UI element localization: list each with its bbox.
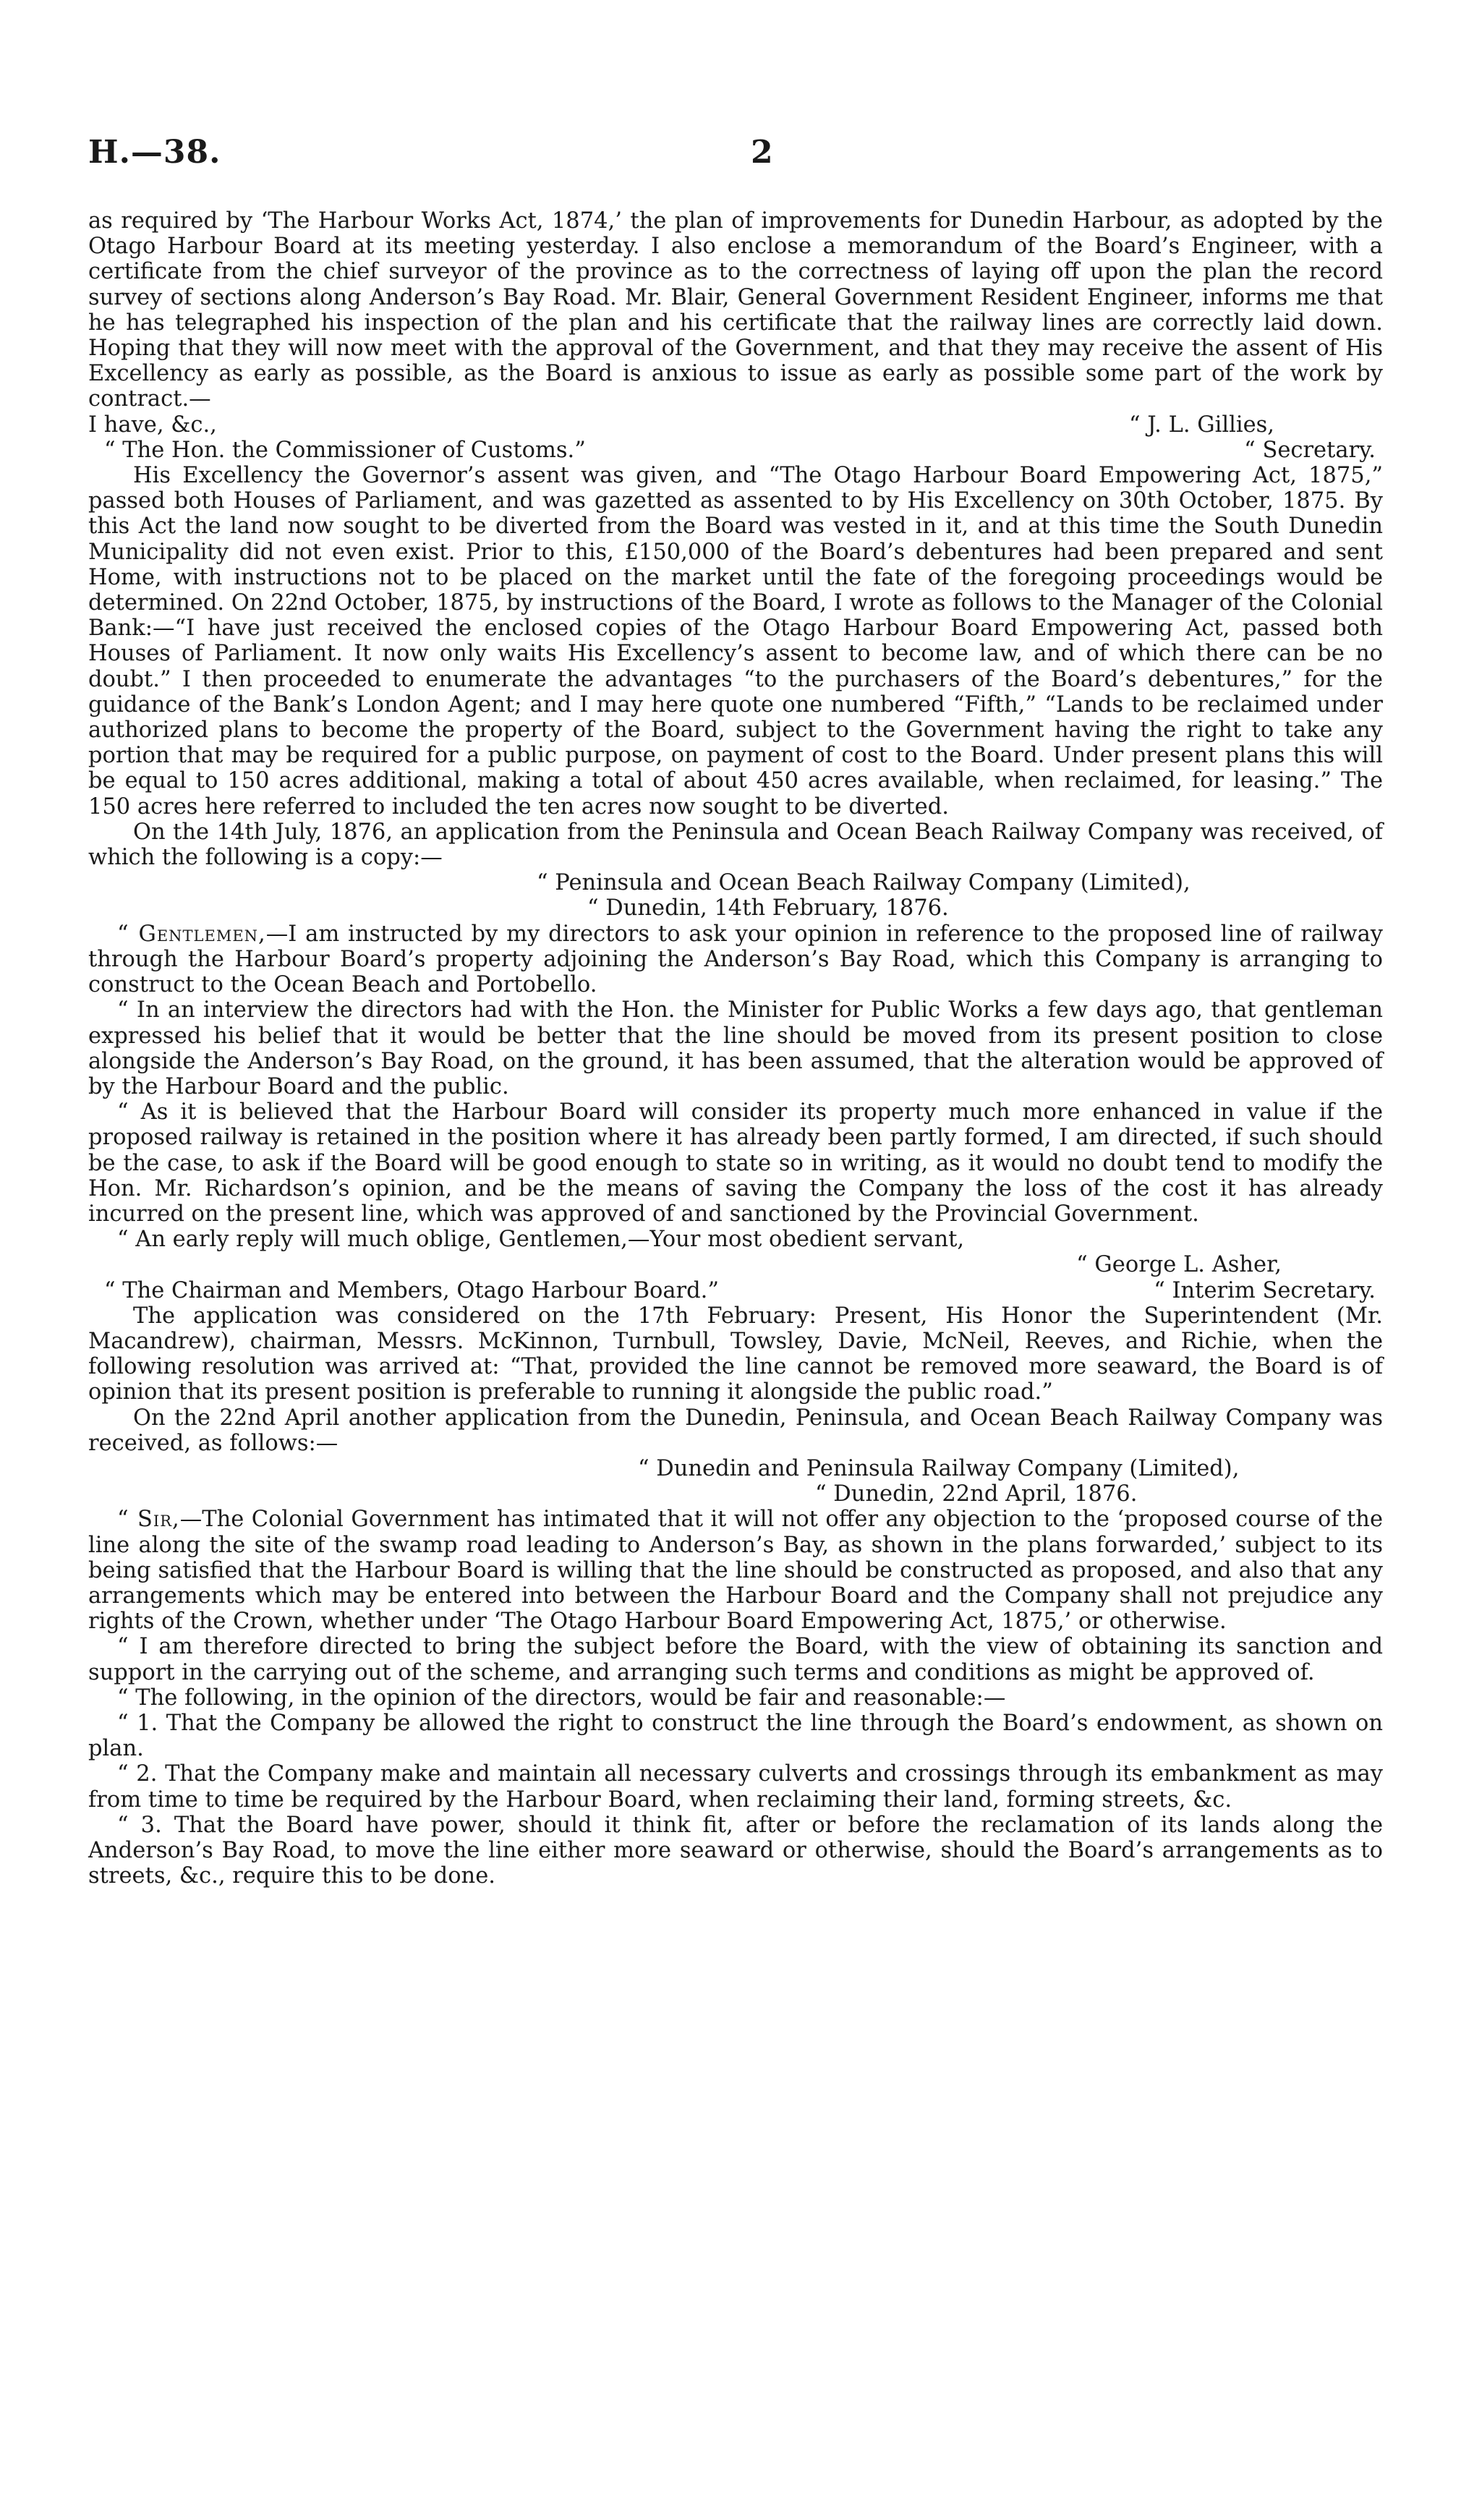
letter-salutation-sir — [88, 1507, 1383, 1634]
signature-block-asher — [88, 1252, 1383, 1277]
letter-dateline-1 — [88, 870, 1383, 921]
signatory-title: “ Secretary. — [1244, 437, 1376, 463]
signature-block-gillies-line2 — [88, 438, 1383, 463]
dateline-company: “ Peninsula and Ocean Beach Railway Company (Limited), — [537, 870, 1190, 896]
salutation-word: “ Gentlemen, — [117, 921, 266, 947]
paragraph-board-resolution: The application was considered on the 17th February: Present, His Honor the Superintendent (Mr. Macandrew), chairman, Messrs. McKinnon, Turnbull, Towsley, Davie, McNeil, Reeves, and Richie, when the following resolution was arrived at: “That, provided the line cannot be removed more seaward, the Board is of opinion that its present position is preferable to running it alongside the public road.” — [88, 1303, 1383, 1405]
salutation-word: “ Sir, — [117, 1507, 180, 1533]
letter-term-1: “ 1. That the Company be allowed the right to construct the line through the Board’s endowment, as shown on plan. — [88, 1710, 1383, 1762]
signatory-title: “ Interim Secretary. — [1154, 1277, 1376, 1303]
letter-salutation-gentlemen — [88, 921, 1383, 998]
signature-block-asher-line2 — [88, 1278, 1383, 1303]
document-body — [88, 208, 1383, 1889]
letter-paragraph-terms-intro: “ The following, in the opinion of the directors, would be fair and reasonable:— — [117, 1685, 1006, 1711]
salutation-text: —The Colonial Government has intimated that it will not offer any objection to the ‘proposed course of the line along the site of the swamp road leading to Anderson’s Bay, as shown in the plans forwarded,’ subject to its being satisfied that the Harbour Board is willing that the line should be constructed as proposed, and also that any arrangements which may be entered into between the Harbour Board and the Company shall not prejudice any rights of the Crown, whether under ‘The Otago Harbour Board Empowering Act, 1875,’ or otherwise. — [88, 1507, 1383, 1635]
paragraph-governor-assent: His Excellency the Governor’s assent was given, and “The Otago Harbour Board Empowering Act, 1875,” passed both Houses of Parliament, and was gazetted as assented to by His Excellency on 30th October, 1875. By this Act the land now sought to be diverted from the Board was vested in it, and at this time the South Dunedin Municipality did not even exist. Prior to this, £150,000 of the Board’s debentures had been prepared and sent Home, with instructions not to be placed on the market until the fate of the foregoing proceedings would be determined. On 22nd October, 1875, by instructions of the Board, I wrote as follows to the Manager of the Colonial Bank:—“I have just received the enclosed copies of the Otago Harbour Board Empowering Act, passed both Houses of Parliament. It now only waits His Excellency’s assent to become law, and of which there can be no doubt.” I then proceeded to enumerate the advantages “to the purchasers of the Board’s debentures,” for the guidance of the Bank’s London Agent; and I may here quote one numbered “Fifth,” “Lands to be reclaimed under authorized plans to become the property of the Board, subject to the Government having the right to take any portion that may be required for a public purpose, on payment of cost to the Board. Under present plans this will be equal to 150 acres additional, making a total of about 450 acres available, when reclaimed, for leasing.” The 150 acres here referred to included the ten acres now sought to be diverted. — [88, 463, 1383, 820]
letter-paragraph-sanction: “ I am therefore directed to bring the subject before the Board, with the view of obtaining its sanction and support in the carrying out of the scheme, and arranging such terms and conditions as might be approved of. — [88, 1634, 1383, 1685]
letter-dateline-2 — [88, 1456, 1383, 1507]
signatory-name: “ J. L. Gillies, — [1129, 412, 1274, 438]
page-number: 2 — [751, 134, 773, 171]
letter-term-3: “ 3. That the Board have power, should it think fit, after or before the reclamation of its lands along the Anderson’s Bay Road, to move the line either more seaward or otherwise, should the Board’s arrangements as to streets, &c., require this to be done. — [88, 1812, 1383, 1889]
letter-term-2: “ 2. That the Company make and maintain all necessary culverts and crossings through its embankment as may from time to time be required by the Harbour Board, when reclaiming their land, forming streets, &c. — [88, 1761, 1383, 1813]
page-header — [0, 134, 1461, 177]
paragraph-second-application: On the 22nd April another application from the Dunedin, Peninsula, and Ocean Beach Railway Company was received, as follows:— — [88, 1405, 1383, 1456]
salutation-text: —I am instructed by my directors to ask your opinion in reference to the proposed line of railway through the Harbour Board’s property adjoining the Anderson’s Bay Road, which this Company is arranging to construct to the Ocean Beach and Portobello. — [88, 921, 1383, 998]
addressee: “ The Chairman and Members, Otago Harbour Board.” — [104, 1277, 719, 1303]
letter-paragraph-interview: “ In an interview the directors had with the Hon. the Minister for Public Works a few days ago, that gentleman expressed his belief that it would be better that the line should be moved from its present position to close alongside the Anderson’s Bay Road, on the ground, it has been assumed, that the alteration would be approved of by the Harbour Board and the public. — [88, 997, 1383, 1099]
sign-off: I have, &c., — [88, 412, 217, 438]
letter-paragraph-closing: “ An early reply will much oblige, Gentlemen,—Your most obedient servant, — [117, 1227, 965, 1253]
dateline-date: “ Dunedin, 14th February, 1876. — [587, 895, 949, 921]
signatory-name: “ George L. Asher, — [1076, 1252, 1282, 1278]
paragraph-intro: as required by ‘The Harbour Works Act, 1874,’ the plan of improvements for Dunedin Harbour, as adopted by the Otago Harbour Board at its meeting yesterday. I also enclose a memorandum of the Board’s Engineer, with a certificate from the chief surveyor of the province as to the correctness of laying off upon the plan the record survey of sections along Anderson’s Bay Road. Mr. Blair, General Government Resident Engineer, informs me that he has telegraphed his inspection of the plan and his certificate that the railway lines are correctly laid down. Hoping that they will now meet with the approval of the Government, and that they may receive the assent of His Excellency as early as possible, as the Board is anxious to issue as early as possible some part of the work by contract.— — [88, 208, 1383, 412]
dateline-company: “ Dunedin and Peninsula Railway Company (Limited), — [638, 1455, 1240, 1481]
dateline-date: “ Dunedin, 22nd April, 1876. — [815, 1481, 1138, 1507]
addressee: “ The Hon. the Commissioner of Customs.” — [104, 437, 586, 463]
signature-block-gillies — [88, 412, 1383, 438]
paragraph-application-intro: On the 14th July, 1876, an application from the Peninsula and Ocean Beach Railway Company was received, of which the following is a copy:— — [88, 819, 1383, 871]
document-reference: H.—38. — [88, 134, 221, 171]
letter-paragraph-enhanced-value: “ As it is believed that the Harbour Board will consider its property much more enhanced in value if the proposed railway is retained in the position where it has already been partly formed, I am directed, if such should be the case, to ask if the Board will be good enough to state so in writing, as it would no doubt tend to modify the Hon. Mr. Richardson’s opinion, and be the means of saving the Company the loss of the cost it has already incurred on the present line, which was approved of and sanctioned by the Provincial Government. — [88, 1099, 1383, 1227]
